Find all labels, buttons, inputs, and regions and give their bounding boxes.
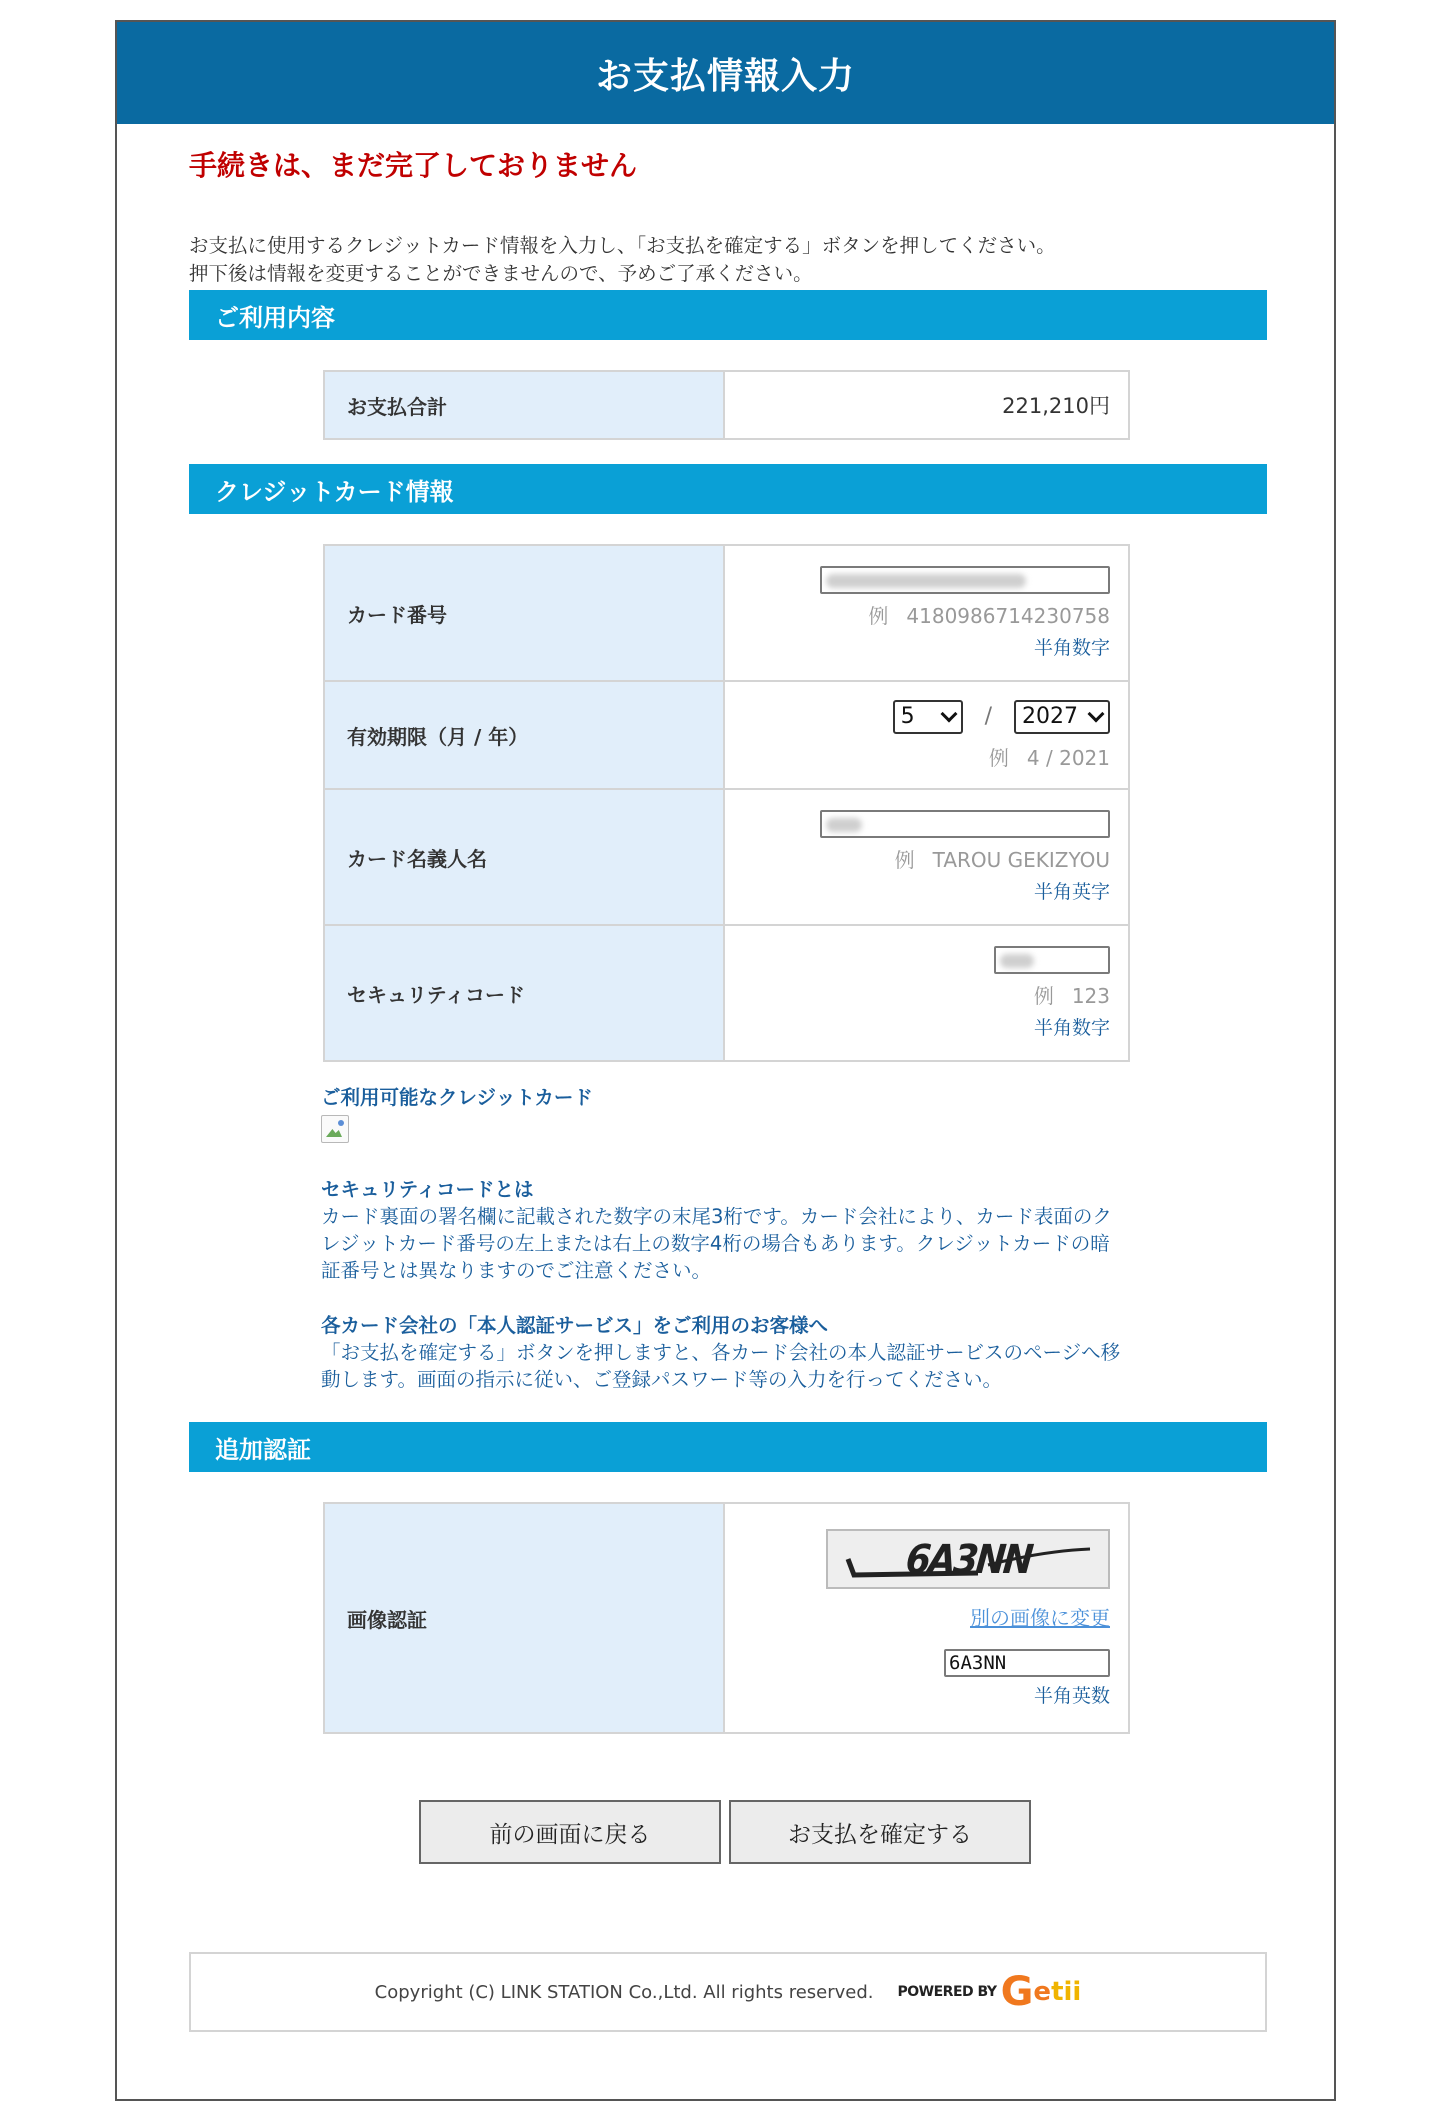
captcha-image: [826, 1529, 1110, 1589]
captcha-input-row: [726, 1649, 1110, 1677]
incomplete-notice: 手続きは、まだ完了しておりません: [189, 149, 638, 182]
card-number-row: [324, 545, 1129, 681]
holder-example: 例 TAROU GEKIZYOU: [894, 848, 1110, 872]
auth-service-info: [321, 1312, 1121, 1393]
section-extra-auth: [189, 1422, 1267, 1472]
total-row: [324, 371, 1129, 439]
security-code-info-title: セキュリティコードとは: [321, 1178, 534, 1201]
captcha-row: [324, 1503, 1129, 1733]
instructions-line-1: お支払に使用するクレジットカード情報を入力し、「お支払を確定する」ボタンを押してください。: [189, 234, 1056, 257]
card-number-input[interactable]: [820, 566, 1110, 594]
expiry-year-select[interactable]: 2027: [1014, 700, 1110, 734]
gettii-logo-tii: tii: [1051, 1977, 1082, 2007]
change-image-link[interactable]: 別の画像に変更: [970, 1605, 1110, 1630]
card-number-hint: 半角数字: [1033, 637, 1110, 659]
security-code-cell: [724, 925, 1129, 1061]
total-label: お支払合計: [324, 371, 724, 439]
holder-input[interactable]: [820, 810, 1110, 838]
copyright-text: Copyright (C) LINK STATION Co.,Ltd. All rights reserved.: [374, 1981, 874, 2003]
chevron-down-icon: [1088, 705, 1105, 722]
security-code-label: セキュリティコード: [324, 925, 724, 1061]
masked-value: [826, 574, 1026, 588]
captcha-label: 画像認証: [324, 1503, 724, 1733]
security-code-row: [324, 925, 1129, 1061]
holder-cell: [724, 789, 1129, 925]
total-value: 221,210円: [724, 371, 1129, 439]
holder-hint: 半角英字: [1033, 881, 1110, 903]
expiry-example: 例 4 / 2021: [988, 745, 1110, 770]
page-frame: [115, 20, 1336, 2101]
auth-service-info-body: 「お支払を確定する」ボタンを押しますと、各カード会社の本人認証サービスのページへ移 動します。画面の指示に従い、ご登録パスワード等の入力を行ってください。: [321, 1341, 1121, 1391]
back-button[interactable]: 前の画面に戻る: [419, 1800, 721, 1864]
card-number-label: カード番号: [324, 545, 724, 681]
expiry-row: [324, 681, 1129, 789]
security-code-example: 例 123: [1033, 984, 1110, 1008]
page-header: [117, 22, 1334, 124]
security-code-hint: 半角数字: [1033, 1017, 1110, 1039]
powered-by-logo: [897, 1969, 1082, 2015]
section-card-title: クレジットカード情報: [215, 477, 454, 506]
captcha-image-text: 6A3NN: [903, 1536, 1033, 1583]
chevron-down-icon: [940, 705, 957, 722]
expiry-selects: [726, 700, 1110, 734]
available-cards-title: ご利用可能なクレジットカード: [321, 1086, 593, 1109]
card-brands-image: [321, 1115, 349, 1143]
holder-row: [324, 789, 1129, 925]
captcha-input[interactable]: 6A3NN: [944, 1649, 1110, 1677]
gettii-logo-g: G: [1000, 1969, 1034, 2015]
masked-value: [826, 818, 862, 832]
section-usage-title: ご利用内容: [215, 303, 335, 332]
available-cards-block: [321, 1084, 1121, 1143]
section-usage: [189, 290, 1267, 340]
page-title: お支払情報入力: [595, 55, 855, 97]
instructions: [189, 232, 1219, 288]
change-image-row: [726, 1602, 1110, 1631]
captcha-hint: 半角英数: [1033, 1684, 1110, 1707]
expiry-label: 有効期限（月 / 年）: [324, 681, 724, 789]
card-number-cell: [724, 545, 1129, 681]
expiry-month-select[interactable]: 5: [893, 700, 963, 734]
masked-value: [1000, 954, 1034, 968]
captcha-cell: [724, 1503, 1129, 1733]
confirm-payment-button[interactable]: お支払を確定する: [729, 1800, 1031, 1864]
card-table: [323, 544, 1130, 1062]
security-code-info: [321, 1176, 1121, 1284]
expiry-separator: /: [984, 704, 992, 729]
captcha-table: [323, 1502, 1130, 1734]
card-number-example: 例 4180986714230758: [868, 604, 1110, 628]
powered-by-label: POWERED BY: [897, 1984, 997, 2000]
section-extra-auth-title: 追加認証: [215, 1435, 311, 1464]
auth-service-info-title: 各カード会社の「本人認証サービス」をご利用のお客様へ: [321, 1314, 829, 1337]
section-card: [189, 464, 1267, 514]
security-code-input[interactable]: [994, 946, 1110, 974]
usage-table: [323, 370, 1130, 440]
expiry-cell: [724, 681, 1129, 789]
instructions-line-2: 押下後は情報を変更することができませんので、予めご了承ください。: [189, 262, 813, 285]
holder-label: カード名義人名: [324, 789, 724, 925]
footer: [189, 1952, 1267, 2032]
gettii-logo-e: e: [1033, 1977, 1052, 2007]
security-code-info-body: カード裏面の署名欄に記載された数字の末尾3桁です。カード会社により、カード表面のク レジットカード番号の左上または右上の数字4桁の場合もあります。クレジットカードの暗 証番号とは異なりますのでご注意ください。: [321, 1205, 1112, 1282]
